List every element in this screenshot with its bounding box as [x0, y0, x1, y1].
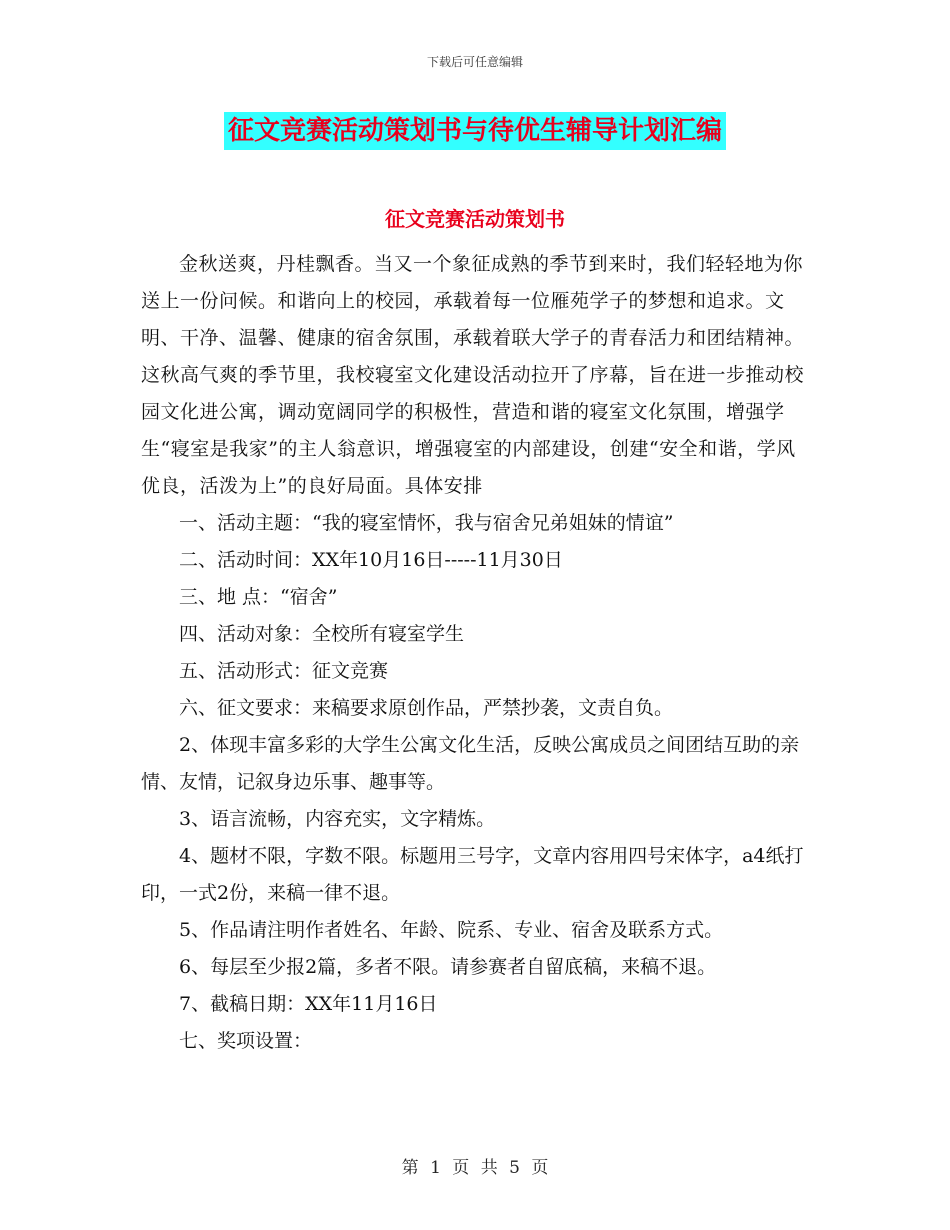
header-note: 下载后可任意编辑	[426, 55, 523, 69]
item-theme: 一、活动主题：“我的寝室情怀，我与宿舍兄弟姐妹的情谊”	[179, 512, 674, 534]
item-audience: 四、活动对象：全校所有寝室学生	[179, 623, 465, 645]
footer-page-label: 第	[401, 1158, 419, 1178]
item-awards: 七、奖项设置：	[179, 1030, 313, 1052]
requirement-7: 7、截稿日期：XX年11月16日	[179, 993, 438, 1015]
requirement-4: 4、题材不限，字数不限。标题用三号字，文章内容用四号宋体字，a4纸打印，一式2份，来稿一律不退。	[141, 845, 804, 904]
footer-total-unit: 页	[531, 1158, 549, 1178]
footer-page-number: 1	[430, 1158, 441, 1178]
item-time: 二、活动时间：XX年10月16日-----11月30日	[179, 549, 563, 571]
item-location: 三、地 点：“宿舍”	[179, 586, 338, 608]
requirement-2: 2、体现丰富多彩的大学生公寓文化生活，反映公寓成员之间团结互助的亲情、友情，记叙身边乐事、趣事等。	[141, 734, 800, 793]
footer-total-pages: 5	[509, 1158, 520, 1178]
intro-paragraph: 金秋送爽，丹桂飘香。当又一个象征成熟的季节到来时，我们轻轻地为你送上一份问候。和谐向上的校园，承载着每一位雁苑学子的梦想和追求。文明、干净、温馨、健康的宿舍氛围，承载着联大学子的青春活力和团结精神。这秋高气爽的季节里，我校寝室文化建设活动拉开了序幕，旨在进一步推动校园文化进公寓，调动宽阔同学的积极性，营造和谐的寝室文化氛围，增强学生“寝室是我家”的主人翁意识，增强寝室的内部建设，创建“安全和谐，学风优良，活泼为上”的良好局面。具体安排	[141, 253, 805, 497]
requirement-5: 5、作品请注明作者姓名、年龄、院系、专业、宿舍及联系方式。	[179, 919, 724, 941]
requirement-6: 6、每层至少报2篇，多者不限。请参赛者自留底稿，来稿不退。	[179, 956, 717, 978]
footer-total-label: 共	[480, 1158, 498, 1178]
item-requirements: 六、征文要求：来稿要求原创作品，严禁抄袭，文责自负。	[179, 697, 674, 719]
document-title: 征文竞赛活动策划书与待优生辅导计划汇编	[224, 112, 726, 150]
document-body	[141, 246, 809, 1060]
requirement-3: 3、语言流畅，内容充实，文字精炼。	[179, 808, 496, 830]
document-title-container	[0, 112, 950, 150]
item-format: 五、活动形式：征文竞赛	[179, 660, 389, 682]
section-title: 征文竞赛活动策划书	[385, 207, 565, 231]
footer-page-unit: 页	[452, 1158, 470, 1178]
page-footer	[0, 1153, 950, 1178]
